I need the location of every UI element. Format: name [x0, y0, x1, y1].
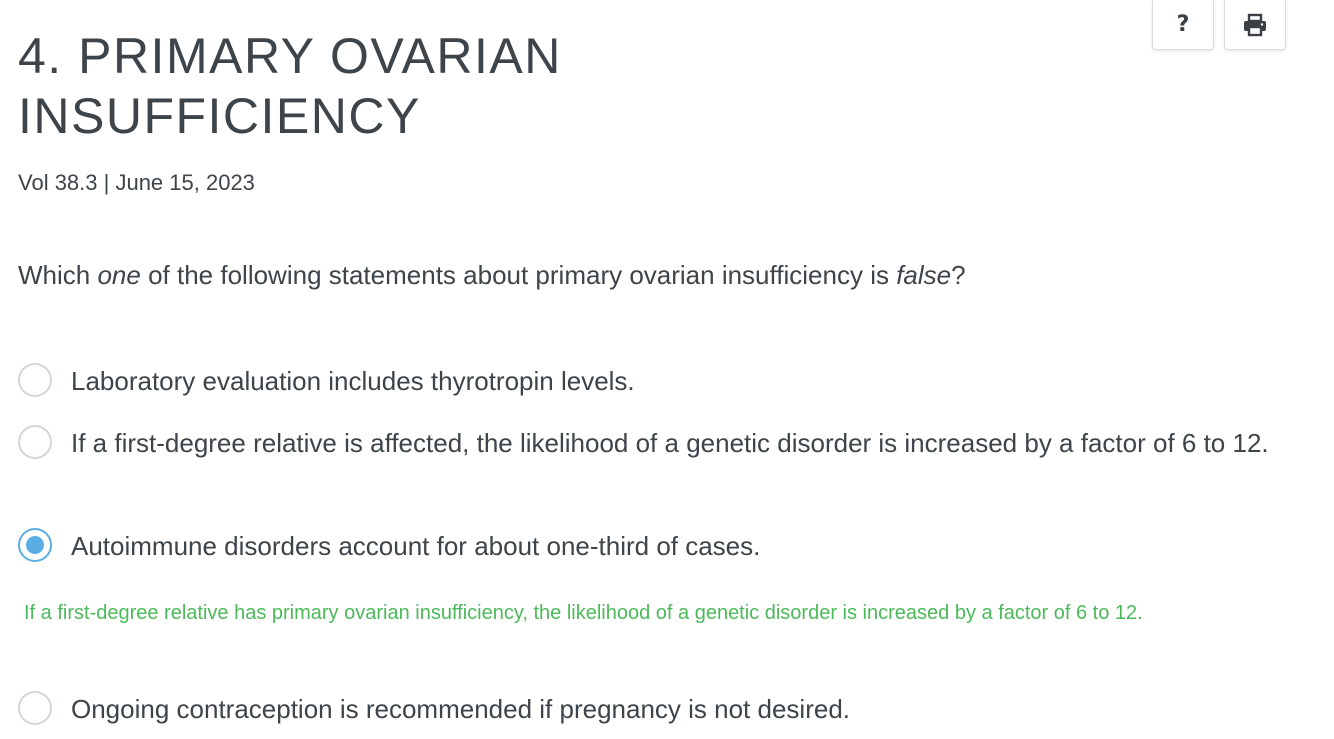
- page-title-line1: 4. PRIMARY OVARIAN: [18, 28, 562, 84]
- answer-option-1-label: Laboratory evaluation includes thyrotropin levels.: [71, 366, 635, 396]
- toolbar: [1152, 0, 1286, 50]
- question-part1: Which: [18, 260, 98, 290]
- radio-option-2[interactable]: [18, 425, 52, 459]
- answer-option-3[interactable]: [18, 525, 1288, 567]
- answer-option-4[interactable]: [18, 688, 1288, 730]
- answer-option-2[interactable]: [18, 422, 1288, 464]
- page-title-line2: INSUFFICIENCY: [18, 88, 421, 144]
- radio-option-4[interactable]: [18, 691, 52, 725]
- page-title: [18, 26, 562, 146]
- question-prompt: [18, 260, 966, 291]
- answer-option-2-label: If a first-degree relative is affected, the likelihood of a genetic disorder is increased by a factor of 6 to 12.: [71, 428, 1269, 458]
- question-part2: of the following statements about primary ovarian insufficiency is: [140, 260, 897, 290]
- help-button[interactable]: [1152, 0, 1214, 50]
- radio-option-3-selected[interactable]: [18, 528, 52, 562]
- answer-option-1[interactable]: [18, 360, 1288, 402]
- answer-feedback: If a first-degree relative has primary ovarian insufficiency, the likelihood of a genetic disorder is increased by a factor of 6 to 12.: [24, 602, 1143, 624]
- answer-option-4-label: Ongoing contraception is recommended if pregnancy is not desired.: [71, 694, 850, 724]
- question-emphasis-one: one: [97, 260, 141, 290]
- question-emphasis-false: false: [896, 260, 952, 290]
- question-part3: ?: [951, 260, 966, 290]
- print-icon: [1242, 13, 1268, 37]
- answer-option-3-label: Autoimmune disorders account for about one-third of cases.: [71, 531, 761, 561]
- radio-option-1[interactable]: [18, 363, 52, 397]
- help-icon: ?: [1176, 11, 1190, 37]
- print-button[interactable]: [1224, 0, 1286, 50]
- issue-meta: Vol 38.3 | June 15, 2023: [18, 170, 255, 195]
